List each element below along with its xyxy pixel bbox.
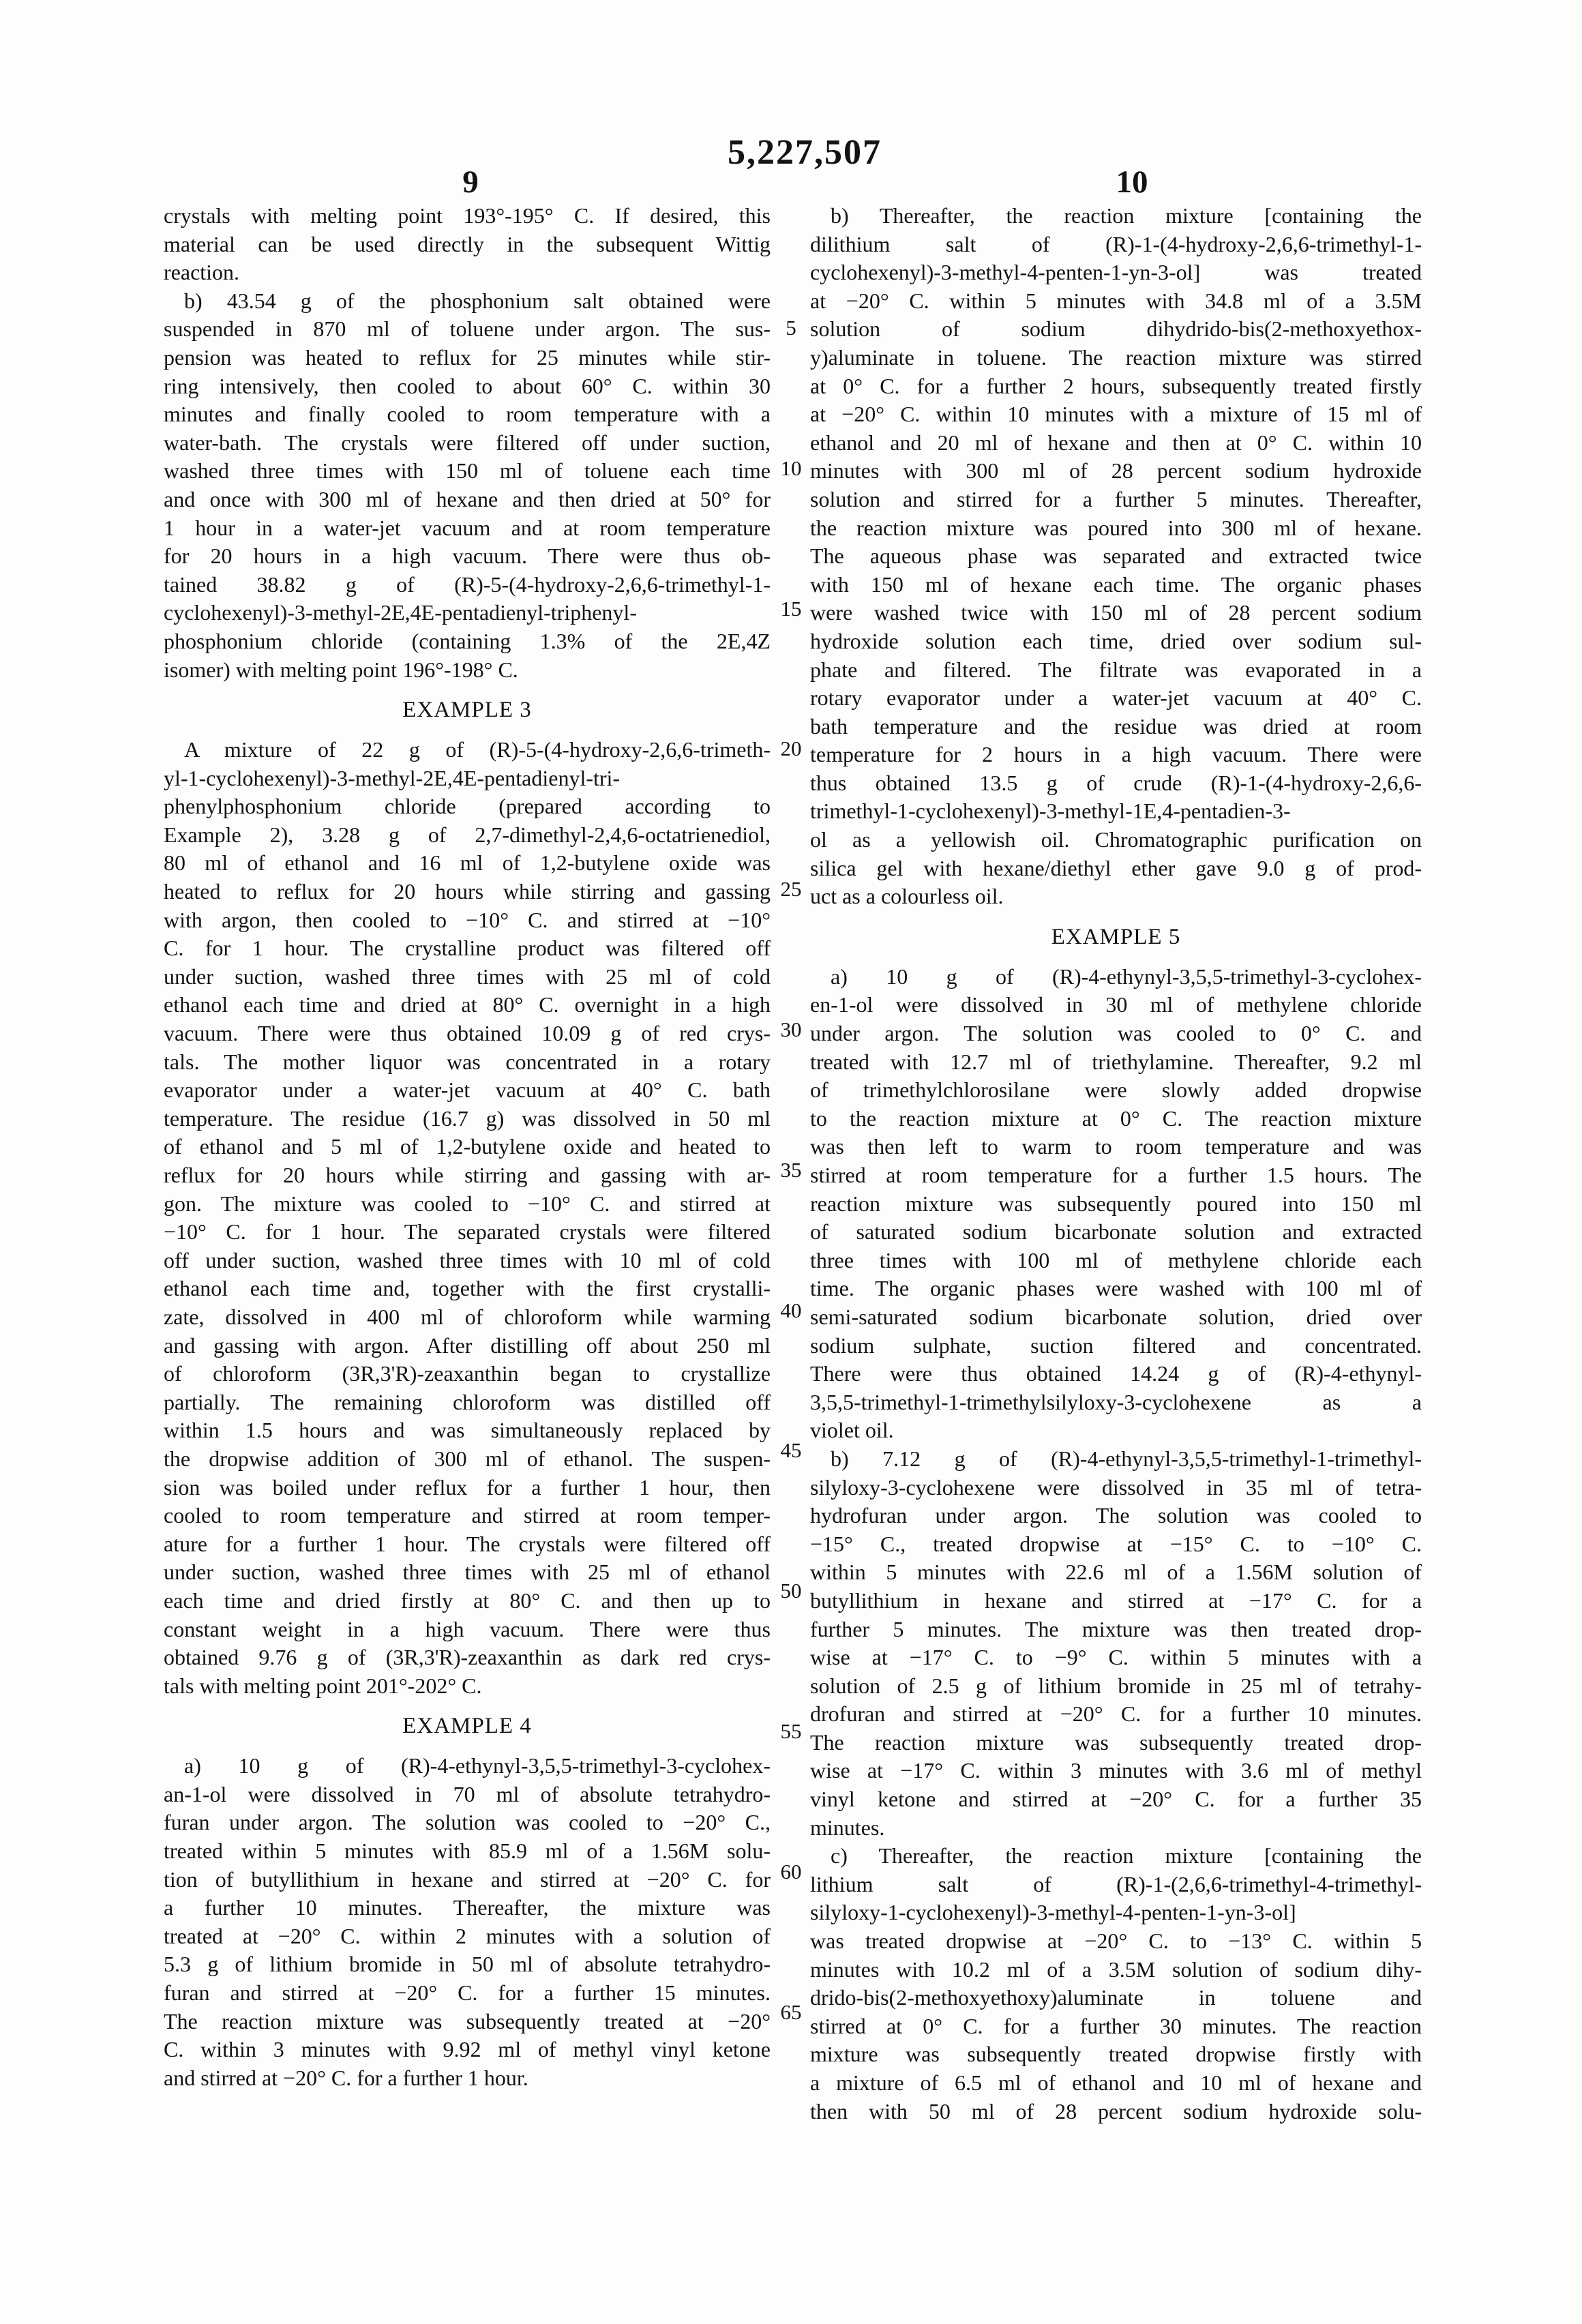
text-line: at 0° C. for a further 2 hours, subsequently treated firstly [810,373,1422,398]
text-line: pension was heated to reflux for 25 minutes while stir- [164,344,771,370]
text-line: reaction. [164,260,240,285]
text-line: crystals with melting point 193°-195° C. If desired, this [164,203,771,228]
text-line: sodium sulphate, suction filtered and concentrated. [810,1332,1422,1358]
text-line: of saturated sodium bicarbonate solution and extracted [810,1219,1422,1245]
text-line: a) 10 g of (R)-4-ethynyl-3,5,5-trimethyl-3-cyclohex- [831,964,1422,989]
line-number: 40 [780,1298,802,1322]
text-line: cyclohexenyl)-3-methyl-2E,4E-pentadienyl-triphenyl- [164,600,637,625]
line-number: 50 [780,1579,802,1603]
text-line: −10° C. for 1 hour. The separated crystals were filtered [164,1219,771,1245]
text-line: treated with 12.7 ml of triethylamine. Thereafter, 9.2 ml [810,1049,1422,1074]
text-line: suspended in 870 ml of toluene under argon. The sus- [164,316,771,342]
text-line: to the reaction mixture at 0° C. The reaction mixture [810,1105,1422,1131]
example-heading: EXAMPLE 5 [1051,924,1181,949]
text-line: phate and filtered. The filtrate was evaporated in a [810,657,1422,682]
text-line: temperature for 2 hours in a high vacuum. There were [810,742,1422,767]
text-line: heated to reflux for 20 hours while stirring and gassing [164,879,771,904]
text-line: solution of sodium dihydrido-bis(2-methoxyethox- [810,316,1422,342]
text-line: lithium salt of (R)-1-(2,6,6-trimethyl-4-trimethyl- [810,1871,1422,1896]
text-line: 5.3 g of lithium bromide in 50 ml of absolute tetrahydro- [164,1952,771,1977]
text-line: silyloxy-3-cyclohexene were dissolved in 35 ml of tetra- [810,1474,1422,1500]
text-line: A mixture of 22 g of (R)-5-(4-hydroxy-2,6,6-trimeth- [184,737,771,762]
text-line: 80 ml of ethanol and 16 ml of 1,2-butylene oxide was [164,850,771,876]
text-line: bath temperature and the residue was dried at room [810,713,1422,739]
text-line: b) Thereafter, the reaction mixture [containing the [831,203,1422,228]
text-line: drofuran and stirred at −20° C. for a further 10 minutes. [810,1701,1422,1727]
text-line: ring intensively, then cooled to about 60° C. within 30 [164,373,771,398]
text-line: time. The organic phases were washed with 100 ml of [810,1276,1422,1301]
text-line: minutes and finally cooled to room temperature with a [164,402,771,427]
text-line: under suction, washed three times with 25 ml of cold [164,964,771,989]
text-line: C. for 1 hour. The crystalline product was filtered off [164,936,771,961]
text-line: ethanol and 20 ml of hexane and then at 0° C. within 10 [810,430,1422,455]
text-line: a further 10 minutes. Thereafter, the mixture was [164,1895,771,1920]
text-line: phosphonium chloride (containing 1.3% of the 2E,4Z [164,628,771,653]
text-line: stirred at 0° C. for a further 30 minutes. The reaction [810,2013,1422,2038]
text-line: a mixture of 6.5 ml of ethanol and 10 ml of hexane and [810,2070,1422,2095]
text-line: b) 7.12 g of (R)-4-ethynyl-3,5,5-trimethyl-1-trimethyl- [831,1446,1422,1471]
text-line: violet oil. [810,1418,894,1443]
text-line: sion was boiled under reflux for a further 1 hour, then [164,1474,771,1500]
text-line: tained 38.82 g of (R)-5-(4-hydroxy-2,6,6-trimethyl-1- [164,571,771,597]
text-line: treated within 5 minutes with 85.9 ml of a 1.56M solu- [164,1838,771,1864]
text-line: tion of butyllithium in hexane and stirred at −20° C. for [164,1866,771,1892]
text-line: of trimethylchlorosilane were slowly added dropwise [810,1077,1422,1103]
text-line: within 1.5 hours and was simultaneously replaced by [164,1418,771,1443]
text-line: at −20° C. within 5 minutes with 34.8 ml of a 3.5M [810,288,1422,313]
line-number: 30 [780,1017,802,1041]
text-line: hydrofuran under argon. The solution was cooled to [810,1503,1422,1528]
text-line: b) 43.54 g of the phosphonium salt obtained were [184,288,771,313]
text-line: c) Thereafter, the reaction mixture [containing the [831,1843,1422,1868]
text-line: wise at −17° C. to −9° C. within 5 minutes with a [810,1645,1422,1670]
text-line: The reaction mixture was subsequently treated drop- [810,1729,1422,1755]
text-line: stirred at room temperature for a further 1.5 hours. The [810,1163,1422,1187]
text-line: evaporator under a water-jet vacuum at 40° C. bath [164,1077,771,1103]
text-line: 1 hour in a water-jet vacuum and at room temperature [164,515,771,540]
text-line: tals with melting point 201°-202° C. [164,1673,482,1698]
text-line: 3,5,5-trimethyl-1-trimethylsilyloxy-3-cyclohexene as a [810,1389,1422,1414]
text-line: zate, dissolved in 400 ml of chloroform while warming [164,1304,771,1329]
text-line: y)aluminate in toluene. The reaction mixture was stirred [810,344,1422,370]
text-line: silyloxy-1-cyclohexenyl)-3-methyl-4-penten-1-yn-3-ol] [810,1900,1296,1925]
text-line: the dropwise addition of 300 ml of ethanol. The suspen- [164,1446,771,1471]
text-line: vinyl ketone and stirred at −20° C. for a further 35 [810,1787,1422,1812]
text-line: uct as a colourless oil. [810,884,1004,909]
text-line: tals. The mother liquor was concentrated in a rotary [164,1049,771,1074]
line-number: 55 [780,1719,802,1743]
text-line: ature for a further 1 hour. The crystals were filtered off [164,1531,771,1556]
text-line: ethanol each time and, together with the first crystalli- [164,1276,771,1301]
text-line: treated at −20° C. within 2 minutes with a solution of [164,1923,771,1948]
text-line: en-1-ol were dissolved in 30 ml of methylene chloride [810,992,1422,1017]
text-line: water-bath. The crystals were filtered off under suction, [164,430,771,455]
text-line: butyllithium in hexane and stirred at −17° C. for a [810,1588,1422,1613]
text-line: minutes with 10.2 ml of a 3.5M solution of sodium dihy- [810,1956,1422,1982]
text-line: There were thus obtained 14.24 g of (R)-4-ethynyl- [810,1361,1422,1386]
text-line: an-1-ol were dissolved in 70 ml of absolute tetrahydro- [164,1781,771,1806]
column-number-left: 9 [462,164,479,200]
text-line: and once with 300 ml of hexane and then dried at 50° for [164,486,771,511]
text-line: and stirred at −20° C. for a further 1 hour. [164,2065,528,2090]
text-line: with 150 ml of hexane each time. The organic phases [810,571,1422,597]
text-line: drido-bis(2-methoxyethoxy)aluminate in toluene and [810,1985,1422,2010]
text-line: vacuum. There were thus obtained 10.09 g of red crys- [164,1021,771,1046]
text-line: obtained 9.76 g of (3R,3'R)-zeaxanthin as dark red crys- [164,1645,771,1670]
text-line: temperature. The residue (16.7 g) was dissolved in 50 ml [164,1105,771,1131]
text-line: trimethyl-1-cyclohexenyl)-3-methyl-1E,4-pentadien-3- [810,799,1291,824]
line-number: 10 [780,456,802,480]
text-line: was treated dropwise at −20° C. to −13° C. within 5 [810,1928,1422,1954]
text-line: solution of 2.5 g of lithium bromide in 25 ml of tetrahy- [810,1673,1422,1698]
text-line: material can be used directly in the subsequent Wittig [164,231,771,256]
text-line: constant weight in a high vacuum. There were thus [164,1616,771,1641]
text-line: three times with 100 ml of methylene chloride each [810,1247,1422,1272]
line-number: 45 [780,1438,802,1463]
text-line: and gassing with argon. After distilling off about 250 ml [164,1332,771,1358]
text-line: were washed twice with 150 ml of 28 percent sodium [810,600,1422,625]
text-line: minutes. [810,1815,885,1840]
line-number: 15 [780,596,802,621]
line-number: 65 [780,1999,802,2024]
text-line: mixture was subsequently treated dropwise firstly with [810,2042,1422,2067]
text-line: ethanol each time and dried at 80° C. overnight in a high [164,992,771,1017]
text-line: C. within 3 minutes with 9.92 ml of methyl vinyl ketone [164,2037,771,2062]
column-number-right: 10 [1116,164,1148,200]
text-line: thus obtained 13.5 g of crude (R)-1-(4-hydroxy-2,6,6- [810,770,1422,795]
text-line: rotary evaporator under a water-jet vacuum at 40° C. [810,685,1422,711]
text-line: was then left to warm to room temperature and was [810,1134,1422,1159]
right-column [810,202,1422,2126]
text-line: reaction mixture was subsequently poured into 150 ml [810,1191,1422,1216]
text-line: a) 10 g of (R)-4-ethynyl-3,5,5-trimethyl-3-cyclohex- [184,1753,771,1778]
text-line: washed three times with 150 ml of toluene each time [164,458,771,483]
text-line: wise at −17° C. within 3 minutes with 3.6 ml of methyl [810,1758,1422,1783]
text-line: within 5 minutes with 22.6 ml of a 1.56M solution of [810,1560,1422,1585]
text-line: of ethanol and 5 ml of 1,2-butylene oxide and heated to [164,1134,771,1159]
text-line: The aqueous phase was separated and extracted twice [810,543,1422,569]
text-line: furan and stirred at −20° C. for a further 15 minutes. [164,1980,771,2006]
text-line: silica gel with hexane/diethyl ether gave 9.0 g of prod- [810,855,1422,880]
text-line: cyclohexenyl)-3-methyl-4-penten-1-yn-3-ol] was treated [810,260,1422,285]
line-number: 35 [780,1157,802,1182]
text-line: reflux for 20 hours while stirring and gassing with ar- [164,1163,771,1187]
text-line: partially. The remaining chloroform was distilled off [164,1389,771,1414]
text-line: solution and stirred for a further 5 minutes. Thereafter, [810,486,1422,511]
text-line: semi-saturated sodium bicarbonate solution, dried over [810,1304,1422,1329]
text-line: furan under argon. The solution was cooled to −20° C., [164,1810,771,1835]
text-line: ol as a yellowish oil. Chromatographic purification on [810,827,1422,852]
text-line: each time and dried firstly at 80° C. and then up to [164,1588,771,1613]
example-heading: EXAMPLE 3 [402,698,532,723]
text-line: The reaction mixture was subsequently treated at −20° [164,2008,771,2034]
text-line: gon. The mixture was cooled to −10° C. and stirred at [164,1191,771,1216]
text-line: further 5 minutes. The mixture was then treated drop- [810,1616,1422,1641]
text-line: under suction, washed three times with 25 ml of ethanol [164,1560,771,1585]
left-column [164,202,771,2092]
text-line: yl-1-cyclohexenyl)-3-methyl-2E,4E-pentadienyl-tri- [164,765,621,790]
text-line: isomer) with melting point 196°-198° C. [164,657,518,682]
text-line: Example 2), 3.28 g of 2,7-dimethyl-2,4,6-octatrienediol, [164,822,771,847]
text-line: the reaction mixture was poured into 300 ml of hexane. [810,515,1422,540]
text-line: of chloroform (3R,3'R)-zeaxanthin began to crystallize [164,1361,771,1386]
text-line: with argon, then cooled to −10° C. and stirred at −10° [164,907,771,932]
line-number: 60 [780,1859,802,1883]
text-line: dilithium salt of (R)-1-(4-hydroxy-2,6,6-trimethyl-1- [810,231,1422,256]
line-number: 5 [786,316,796,340]
text-line: phenylphosphonium chloride (prepared according to [164,794,771,819]
text-line: then with 50 ml of 28 percent sodium hydroxide solu- [810,2098,1422,2124]
line-number: 20 [780,736,802,761]
text-line: cooled to room temperature and stirred at room temper- [164,1503,771,1528]
text-line: at −20° C. within 10 minutes with a mixture of 15 ml of [810,402,1422,427]
patent-number: 5,227,507 [728,133,882,172]
text-line: minutes with 300 ml of 28 percent sodium hydroxide [810,458,1422,483]
example-heading: EXAMPLE 4 [402,1714,532,1739]
text-line: −15° C., treated dropwise at −15° C. to −10° C. [810,1531,1422,1556]
text-line: for 20 hours in a high vacuum. There were thus ob- [164,543,771,569]
line-number: 25 [780,877,802,902]
text-line: under argon. The solution was cooled to 0° C. and [810,1021,1422,1046]
text-line: hydroxide solution each time, dried over sodium sul- [810,628,1422,653]
text-line: off under suction, washed three times with 10 ml of cold [164,1247,771,1272]
